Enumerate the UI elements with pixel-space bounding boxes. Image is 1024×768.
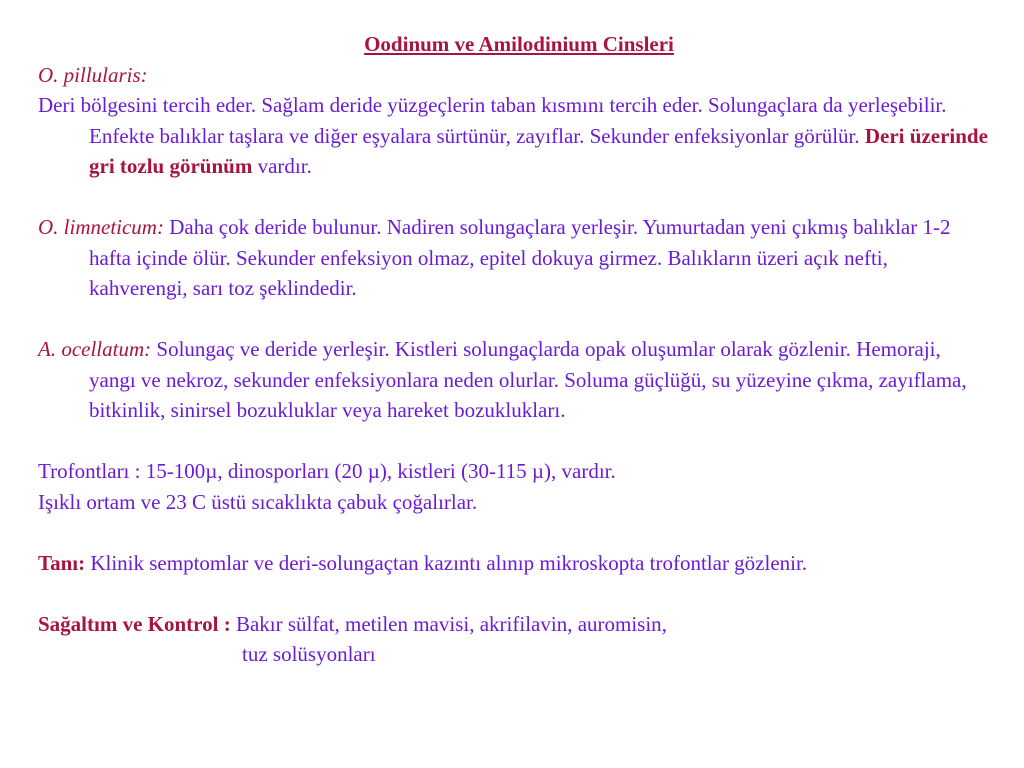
spacer xyxy=(38,304,988,335)
pillularis-term: O. pillularis: xyxy=(38,62,148,87)
ocellatum-text: Solungaç ve deride yerleşir. Kistleri solungaçlarda opak oluşumlar olarak gözlenir. Hemoraji, yangı ve nekroz, sekunder enfeksiyonlara neden olurlar. Soluma güçlüğü, su yüzeyine çıkma, zayıflama, bitkinlik, sinirsel bozukluklar veya hareket bozuklukları. xyxy=(89,337,967,422)
diagnosis-text: Klinik semptomlar ve deri-solungaçtan kazıntı alınıp mikroskopta trofontlar gözlenir. xyxy=(90,550,808,575)
pillularis-paragraph xyxy=(38,90,988,182)
sizes-line: Trofontları : 15-100µ, dinosporları (20 µ), kistleri (30-115 µ), vardır. xyxy=(38,459,616,483)
spacer xyxy=(38,517,988,548)
page-title: Oodinum ve Amilodinium Cinsleri xyxy=(364,32,674,56)
ocellatum-term: A. ocellatum: xyxy=(38,337,152,361)
ocellatum-paragraph xyxy=(38,334,988,426)
pillularis-highlight: Deri üzerinde gri tozlu görünüm xyxy=(89,123,988,178)
limneticum-paragraph xyxy=(38,212,988,304)
conditions-line: Işıklı ortam ve 23 C üstü sıcaklıkta çabuk çoğalırlar. xyxy=(38,489,478,514)
limneticum-text: Daha çok deride bulunur. Nadiren solungaçlara yerleşir. Yumurtadan yeni çıkmış balıklar 1-2 hafta içinde ölür. Sekunder enfeksiyon olmaz, epitel dokuya girmez. Balıkların üzeri açık nefti, kahverengi, sarı toz şeklindedir. xyxy=(89,215,951,300)
spacer xyxy=(38,578,988,609)
pillularis-text-end: vardır. xyxy=(257,154,312,178)
spacer xyxy=(38,182,988,213)
pillularis-heading xyxy=(38,60,988,91)
treatment-text: Bakır sülfat, metilen mavisi, akrifilavin, auromisin, xyxy=(235,611,667,636)
treatment-label: Sağaltım ve Kontrol : xyxy=(38,611,231,636)
spacer xyxy=(38,426,988,457)
diagnosis-paragraph xyxy=(38,548,988,579)
pillularis-text: Deri bölgesini tercih eder. Sağlam deride yüzgeçlerin taban kısmını tercih eder. Solungaçlara da yerleşebilir. Enfekte balıklar taşlara ve diğer eşyalara sürtünür, zayıflar. Sekunder enfeksiyonlar görülür. xyxy=(38,93,947,148)
treatment-paragraph xyxy=(38,609,988,670)
limneticum-term: O. limneticum: xyxy=(38,215,164,239)
diagnosis-label: Tanı: xyxy=(38,550,86,575)
slide-content xyxy=(38,29,988,670)
treatment-text-cont: tuz solüsyonları xyxy=(242,642,376,666)
